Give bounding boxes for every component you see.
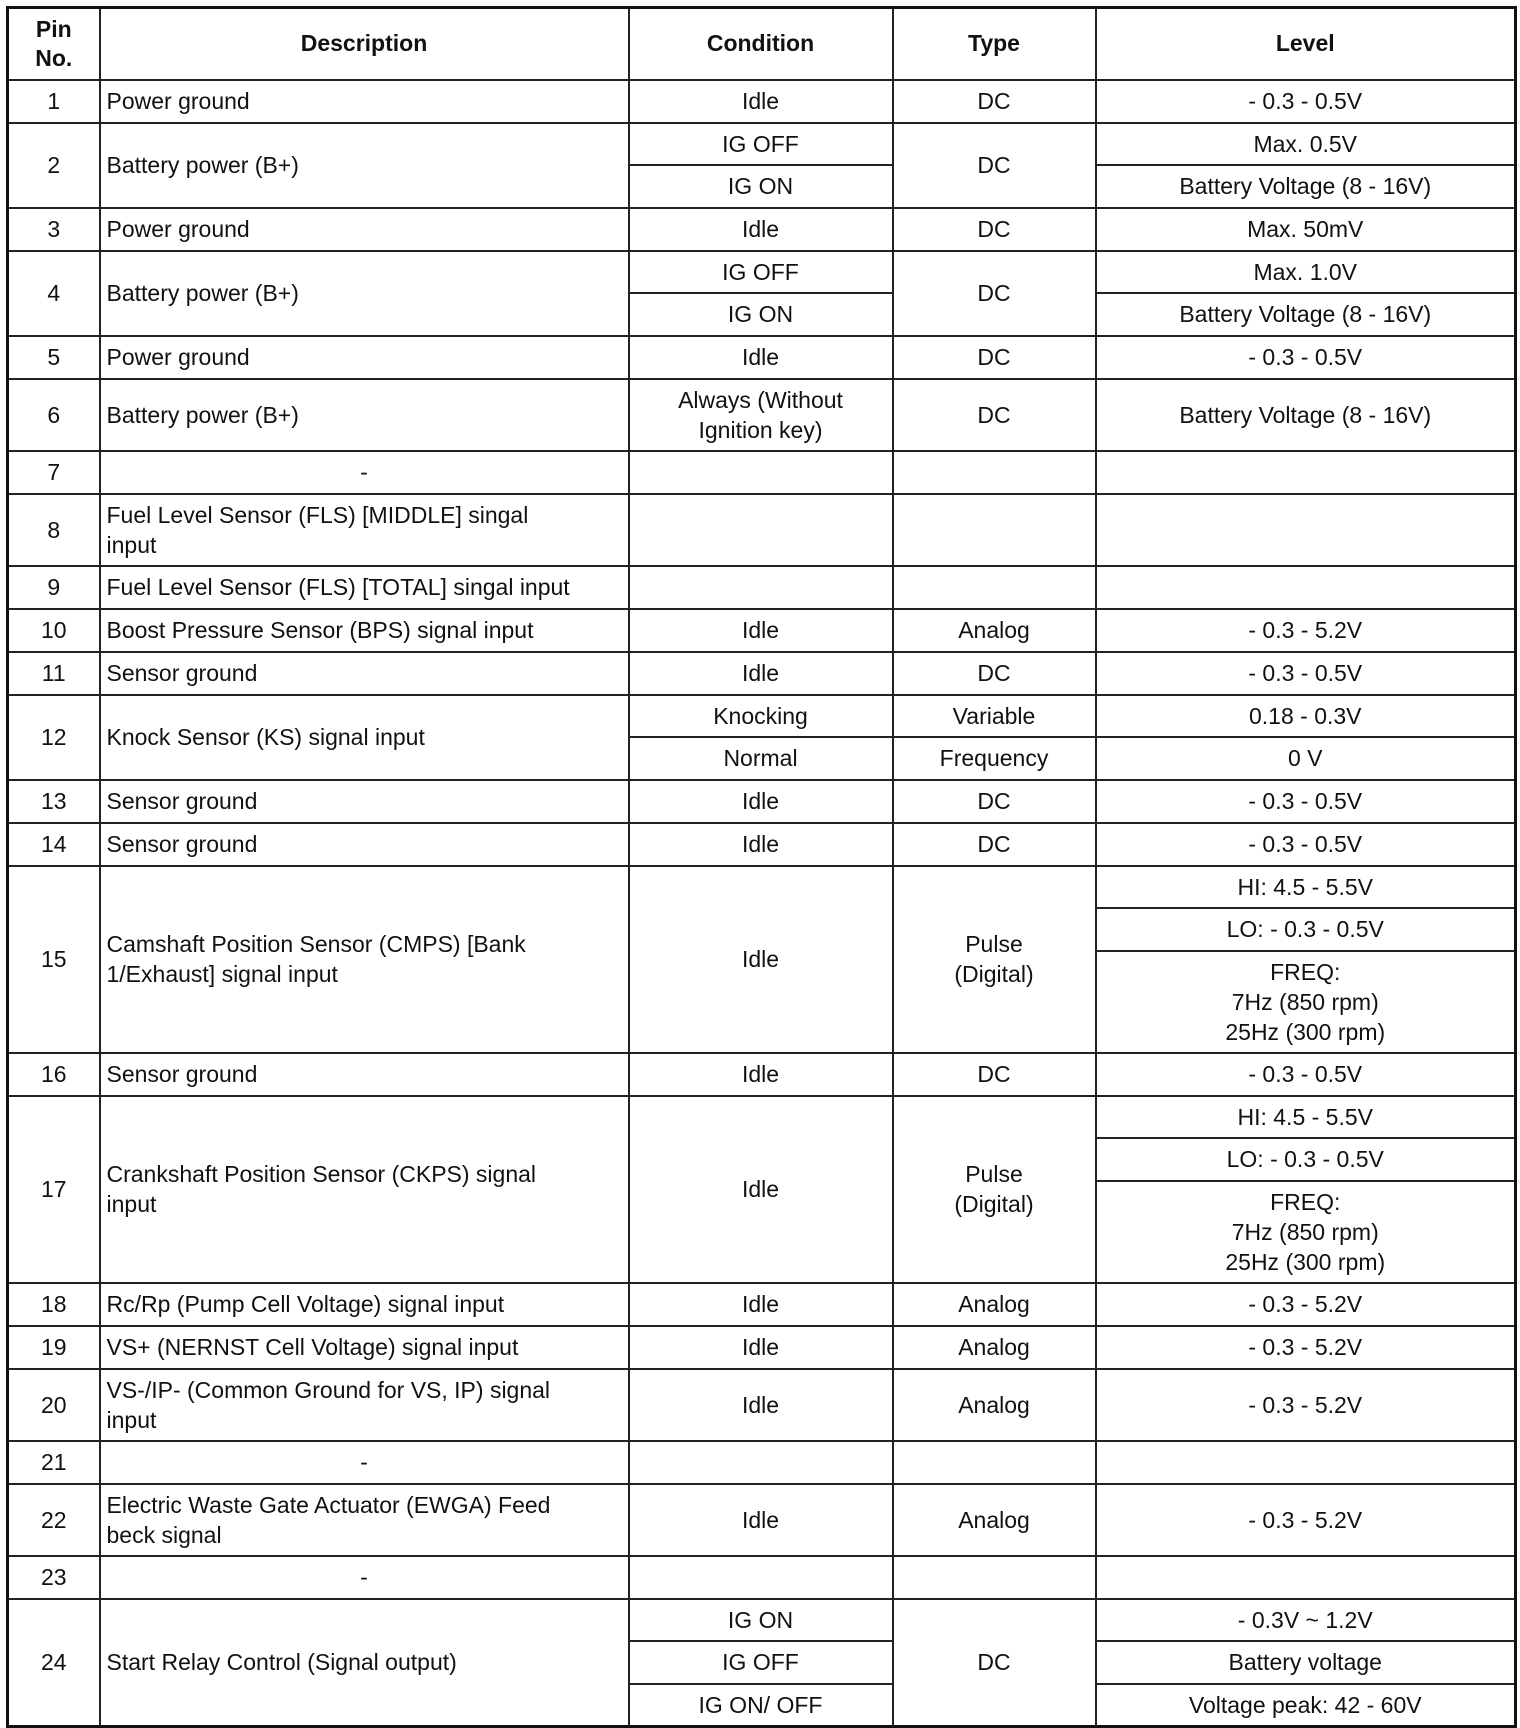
type-cell: DC: [893, 780, 1096, 823]
condition-cell: IG ON: [629, 165, 893, 208]
table-row: [8, 494, 1516, 566]
level-cell: 0 V: [1096, 737, 1516, 780]
pin-cell: 8: [8, 494, 100, 566]
level-cell: [1096, 566, 1516, 609]
level-cell: LO: - 0.3 - 0.5V: [1096, 1138, 1516, 1181]
level-cell: [1096, 1441, 1516, 1484]
table-row: [8, 1599, 1516, 1641]
level-cell: - 0.3 - 5.2V: [1096, 1369, 1516, 1441]
condition-cell: [629, 566, 893, 609]
header-condition: Condition: [629, 8, 893, 80]
level-cell: - 0.3 - 5.2V: [1096, 1484, 1516, 1556]
type-cell: DC: [893, 336, 1096, 379]
condition-cell: Normal: [629, 737, 893, 780]
level-cell: Max. 1.0V: [1096, 251, 1516, 293]
description-cell: -: [100, 1441, 629, 1484]
table-row: [8, 1053, 1516, 1096]
condition-cell: Knocking: [629, 695, 893, 737]
level-cell: Battery Voltage (8 - 16V): [1096, 379, 1516, 451]
pin-cell: 5: [8, 336, 100, 379]
type-cell: DC: [893, 1053, 1096, 1096]
condition-cell: Idle: [629, 208, 893, 251]
level-cell: - 0.3 - 0.5V: [1096, 80, 1516, 123]
level-cell: FREQ: 7Hz (850 rpm) 25Hz (300 rpm): [1096, 951, 1516, 1053]
level-cell: - 0.3 - 0.5V: [1096, 652, 1516, 695]
description-cell: Boost Pressure Sensor (BPS) signal input: [100, 609, 629, 652]
type-cell: Pulse (Digital): [893, 1096, 1096, 1283]
condition-cell: Idle: [629, 823, 893, 866]
condition-cell: Idle: [629, 609, 893, 652]
pin-cell: 21: [8, 1441, 100, 1484]
header-type: Type: [893, 8, 1096, 80]
table-row: [8, 336, 1516, 379]
description-cell: Battery power (B+): [100, 379, 629, 451]
condition-cell: Idle: [629, 336, 893, 379]
pin-cell: 18: [8, 1283, 100, 1326]
condition-cell: [629, 494, 893, 566]
description-cell: Sensor ground: [100, 652, 629, 695]
level-cell: Max. 0.5V: [1096, 123, 1516, 165]
level-cell: - 0.3 - 0.5V: [1096, 780, 1516, 823]
condition-cell: Idle: [629, 780, 893, 823]
table-row: [8, 609, 1516, 652]
level-cell: Battery voltage: [1096, 1641, 1516, 1684]
table-row: [8, 1484, 1516, 1556]
table-row: [8, 780, 1516, 823]
condition-cell: Idle: [629, 1053, 893, 1096]
level-cell: - 0.3V ~ 1.2V: [1096, 1599, 1516, 1641]
level-cell: - 0.3 - 0.5V: [1096, 1053, 1516, 1096]
condition-cell: Idle: [629, 866, 893, 1053]
pin-cell: 10: [8, 609, 100, 652]
header-description: Description: [100, 8, 629, 80]
type-cell: DC: [893, 379, 1096, 451]
description-cell: Power ground: [100, 208, 629, 251]
description-cell: Sensor ground: [100, 823, 629, 866]
level-cell: FREQ: 7Hz (850 rpm) 25Hz (300 rpm): [1096, 1181, 1516, 1283]
table-row: [8, 1369, 1516, 1441]
type-cell: [893, 1441, 1096, 1484]
condition-cell: Idle: [629, 652, 893, 695]
table-row: [8, 652, 1516, 695]
pin-cell: 22: [8, 1484, 100, 1556]
description-cell: Battery power (B+): [100, 123, 629, 208]
table-row: [8, 566, 1516, 609]
description-cell: Start Relay Control (Signal output): [100, 1599, 629, 1727]
description-cell: Crankshaft Position Sensor (CKPS) signal input: [100, 1096, 629, 1283]
pin-cell: 7: [8, 451, 100, 494]
pin-cell: 4: [8, 251, 100, 336]
description-cell: VS-/IP- (Common Ground for VS, IP) signal input: [100, 1369, 629, 1441]
type-cell: Variable: [893, 695, 1096, 737]
condition-cell: Idle: [629, 1369, 893, 1441]
condition-cell: Idle: [629, 1326, 893, 1369]
condition-cell: IG OFF: [629, 123, 893, 165]
type-cell: [893, 1556, 1096, 1599]
description-cell: Power ground: [100, 80, 629, 123]
table-row: [8, 866, 1516, 908]
table-row: [8, 208, 1516, 251]
level-cell: - 0.3 - 5.2V: [1096, 609, 1516, 652]
pin-cell: 19: [8, 1326, 100, 1369]
table-row: [8, 451, 1516, 494]
description-cell: Sensor ground: [100, 1053, 629, 1096]
condition-cell: IG OFF: [629, 1641, 893, 1684]
condition-cell: Always (Without Ignition key): [629, 379, 893, 451]
condition-cell: Idle: [629, 1096, 893, 1283]
description-cell: -: [100, 451, 629, 494]
condition-cell: Idle: [629, 1484, 893, 1556]
description-cell: Fuel Level Sensor (FLS) [TOTAL] singal input: [100, 566, 629, 609]
level-cell: - 0.3 - 0.5V: [1096, 823, 1516, 866]
type-cell: Frequency: [893, 737, 1096, 780]
pin-cell: 15: [8, 866, 100, 1053]
table-row: [8, 1096, 1516, 1138]
description-cell: Power ground: [100, 336, 629, 379]
condition-cell: IG ON: [629, 1599, 893, 1641]
table-row: [8, 379, 1516, 451]
level-cell: [1096, 451, 1516, 494]
level-cell: - 0.3 - 0.5V: [1096, 336, 1516, 379]
type-cell: [893, 566, 1096, 609]
type-cell: DC: [893, 80, 1096, 123]
level-cell: [1096, 494, 1516, 566]
description-cell: Sensor ground: [100, 780, 629, 823]
condition-cell: IG ON: [629, 293, 893, 336]
header-pin: Pin No.: [8, 8, 100, 80]
level-cell: 0.18 - 0.3V: [1096, 695, 1516, 737]
description-cell: Electric Waste Gate Actuator (EWGA) Feed beck signal: [100, 1484, 629, 1556]
type-cell: [893, 451, 1096, 494]
level-cell: - 0.3 - 5.2V: [1096, 1326, 1516, 1369]
table-row: [8, 695, 1516, 737]
pin-cell: 2: [8, 123, 100, 208]
type-cell: Pulse (Digital): [893, 866, 1096, 1053]
type-cell: Analog: [893, 1369, 1096, 1441]
type-cell: Analog: [893, 1484, 1096, 1556]
table-row: [8, 251, 1516, 293]
type-cell: Analog: [893, 1326, 1096, 1369]
pin-cell: 23: [8, 1556, 100, 1599]
description-cell: VS+ (NERNST Cell Voltage) signal input: [100, 1326, 629, 1369]
level-cell: HI: 4.5 - 5.5V: [1096, 866, 1516, 908]
pin-cell: 3: [8, 208, 100, 251]
type-cell: [893, 494, 1096, 566]
condition-cell: Idle: [629, 1283, 893, 1326]
description-cell: -: [100, 1556, 629, 1599]
type-cell: Analog: [893, 1283, 1096, 1326]
pin-cell: 20: [8, 1369, 100, 1441]
description-cell: Camshaft Position Sensor (CMPS) [Bank 1/Exhaust] signal input: [100, 866, 629, 1053]
condition-cell: IG ON/ OFF: [629, 1684, 893, 1727]
table-row: [8, 123, 1516, 165]
header-row: [8, 8, 1516, 80]
description-cell: Battery power (B+): [100, 251, 629, 336]
pin-cell: 24: [8, 1599, 100, 1727]
pin-table: [6, 6, 1517, 1728]
level-cell: Max. 50mV: [1096, 208, 1516, 251]
description-cell: Fuel Level Sensor (FLS) [MIDDLE] singal input: [100, 494, 629, 566]
type-cell: DC: [893, 823, 1096, 866]
table-row: [8, 1441, 1516, 1484]
header-level: Level: [1096, 8, 1516, 80]
pin-cell: 12: [8, 695, 100, 780]
level-cell: LO: - 0.3 - 0.5V: [1096, 908, 1516, 951]
condition-cell: IG OFF: [629, 251, 893, 293]
table-row: [8, 80, 1516, 123]
type-cell: Analog: [893, 609, 1096, 652]
level-cell: Voltage peak: 42 - 60V: [1096, 1684, 1516, 1727]
type-cell: DC: [893, 123, 1096, 208]
pin-cell: 16: [8, 1053, 100, 1096]
condition-cell: Idle: [629, 80, 893, 123]
table-row: [8, 823, 1516, 866]
type-cell: DC: [893, 208, 1096, 251]
level-cell: Battery Voltage (8 - 16V): [1096, 293, 1516, 336]
description-cell: Rc/Rp (Pump Cell Voltage) signal input: [100, 1283, 629, 1326]
pin-cell: 1: [8, 80, 100, 123]
type-cell: DC: [893, 251, 1096, 336]
type-cell: DC: [893, 652, 1096, 695]
type-cell: DC: [893, 1599, 1096, 1727]
table-row: [8, 1326, 1516, 1369]
level-cell: Battery Voltage (8 - 16V): [1096, 165, 1516, 208]
table-row: [8, 1283, 1516, 1326]
level-cell: - 0.3 - 5.2V: [1096, 1283, 1516, 1326]
condition-cell: [629, 1556, 893, 1599]
level-cell: [1096, 1556, 1516, 1599]
table-row: [8, 1556, 1516, 1599]
description-cell: Knock Sensor (KS) signal input: [100, 695, 629, 780]
pin-cell: 14: [8, 823, 100, 866]
pin-cell: 11: [8, 652, 100, 695]
pin-cell: 9: [8, 566, 100, 609]
level-cell: HI: 4.5 - 5.5V: [1096, 1096, 1516, 1138]
pin-cell: 13: [8, 780, 100, 823]
pin-cell: 6: [8, 379, 100, 451]
condition-cell: [629, 1441, 893, 1484]
pin-cell: 17: [8, 1096, 100, 1283]
condition-cell: [629, 451, 893, 494]
